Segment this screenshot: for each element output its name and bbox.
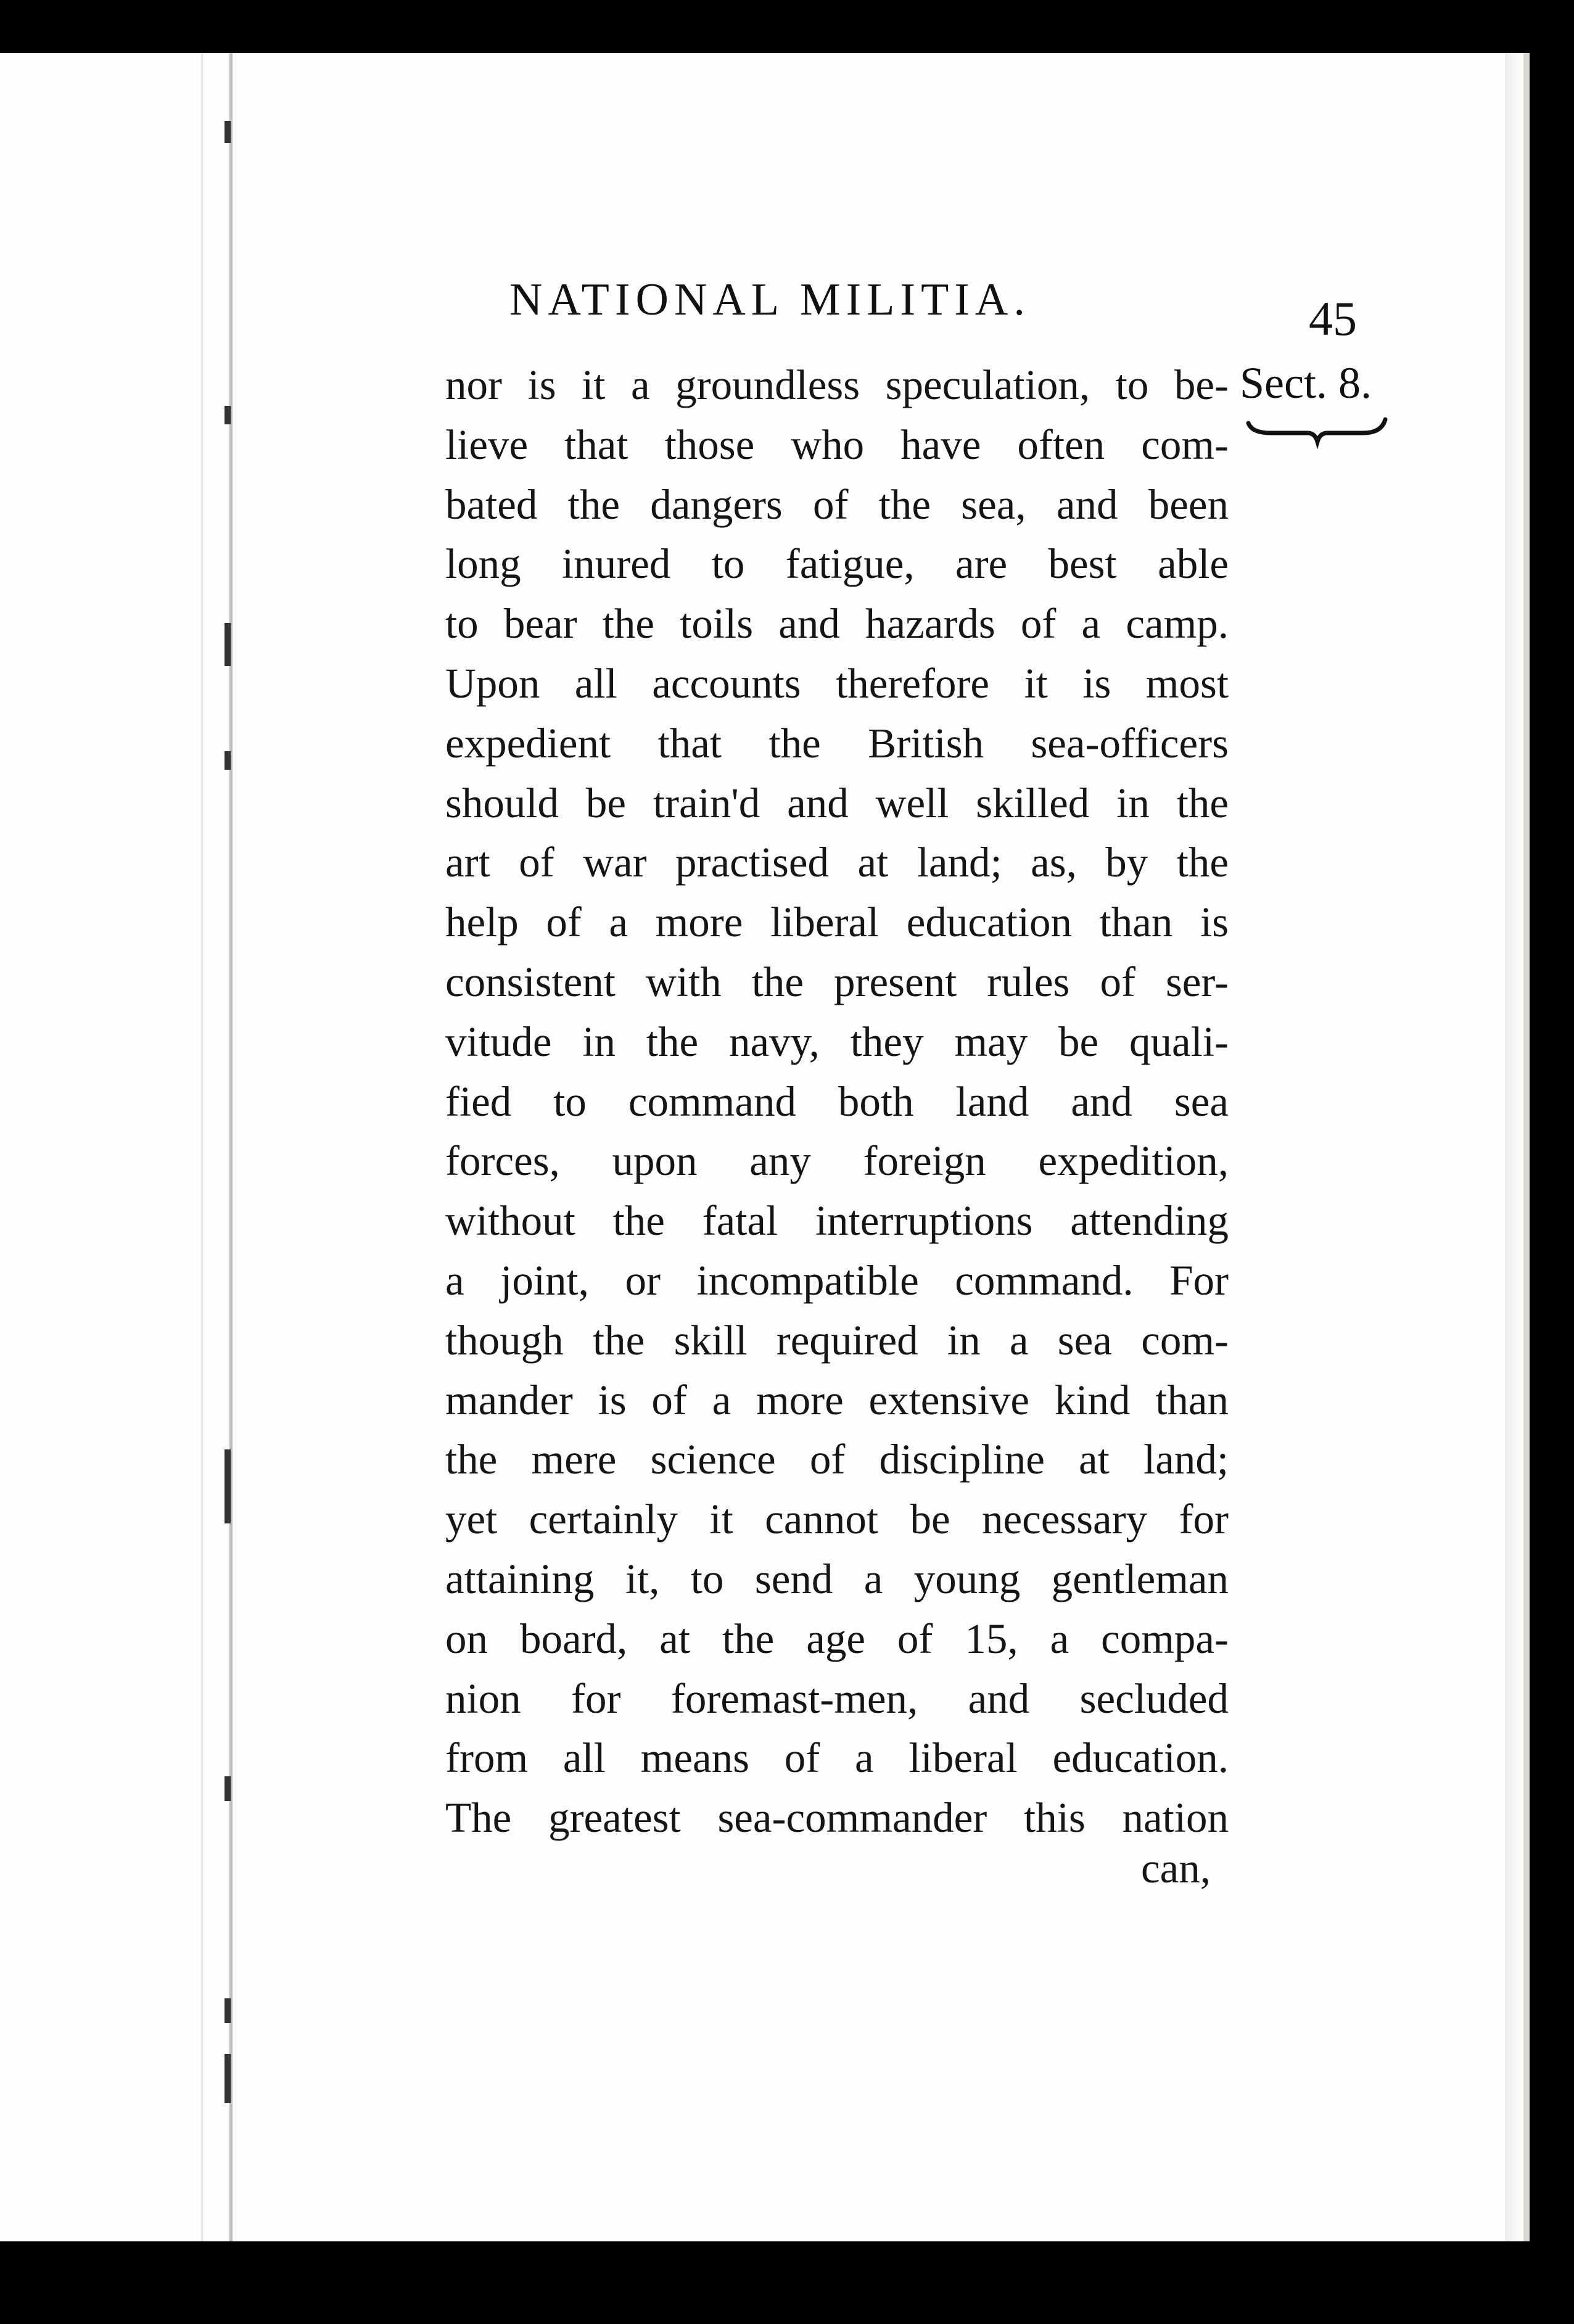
catchword: can,	[1141, 1845, 1211, 1892]
body-text	[445, 355, 1229, 1848]
text-line: Upon all accounts therefore it is most	[445, 659, 1229, 707]
text-line: mander is of a more extensive kind than	[445, 1376, 1229, 1424]
gutter-mark	[225, 1776, 231, 1801]
gutter-mark	[225, 623, 231, 666]
text-line: should be train'd and well skilled in the	[445, 779, 1229, 826]
text-line: help of a more liberal education than is	[445, 899, 1229, 946]
text-line: vitude in the navy, they may be quali-	[445, 1018, 1229, 1065]
text-line: a joint, or incompatible command. For	[445, 1256, 1229, 1304]
text-line: from all means of a liberal education.	[445, 1734, 1229, 1782]
gutter-mark	[225, 1449, 231, 1523]
text-line: nion for foremast-men, and secluded	[445, 1675, 1229, 1722]
gutter-mark	[225, 2054, 231, 2103]
text-line: though the skill required in a sea com-	[445, 1316, 1229, 1364]
gutter-mark	[225, 121, 231, 143]
running-head: NATIONAL MILITIA.	[509, 274, 1031, 325]
gutter-mark	[225, 406, 231, 424]
gutter-mark	[225, 751, 231, 770]
text-line: expedient that the British sea-officers	[445, 719, 1229, 767]
text-line: forces, upon any foreign expedition,	[445, 1137, 1229, 1185]
text-line: fied to command both land and sea	[445, 1078, 1229, 1125]
text-line: yet certainly it cannot be necessary for	[445, 1496, 1229, 1543]
text-line: lieve that those who have often com-	[445, 421, 1229, 468]
text-line: art of war practised at land; as, by the	[445, 839, 1229, 886]
text-line: bated the dangers of the sea, and been	[445, 480, 1229, 528]
gutter-mark	[225, 1998, 231, 2023]
page-number: 45	[1309, 292, 1357, 345]
text-line: to bear the toils and hazards of a camp.	[445, 600, 1229, 648]
page-fold-line	[201, 53, 203, 2241]
margin-section-note: Sect. 8.	[1240, 358, 1372, 408]
section-brace-ornament	[1246, 414, 1388, 451]
binding-gutter	[229, 53, 233, 2241]
text-line: attaining it, to send a young gentleman	[445, 1555, 1229, 1602]
text-line: on board, at the age of 15, a compa-	[445, 1615, 1229, 1662]
text-line: The greatest sea-commander this nation	[445, 1794, 1229, 1842]
text-line: consistent with the present rules of ser-	[445, 958, 1229, 1005]
page-edge	[1505, 53, 1522, 2241]
text-line: the mere science of discipline at land;	[445, 1436, 1229, 1483]
text-line: nor is it a groundless speculation, to be-	[445, 361, 1229, 408]
text-line: without the fatal interruptions attending	[445, 1197, 1229, 1245]
text-line: long inured to fatigue, are best able	[445, 540, 1229, 588]
